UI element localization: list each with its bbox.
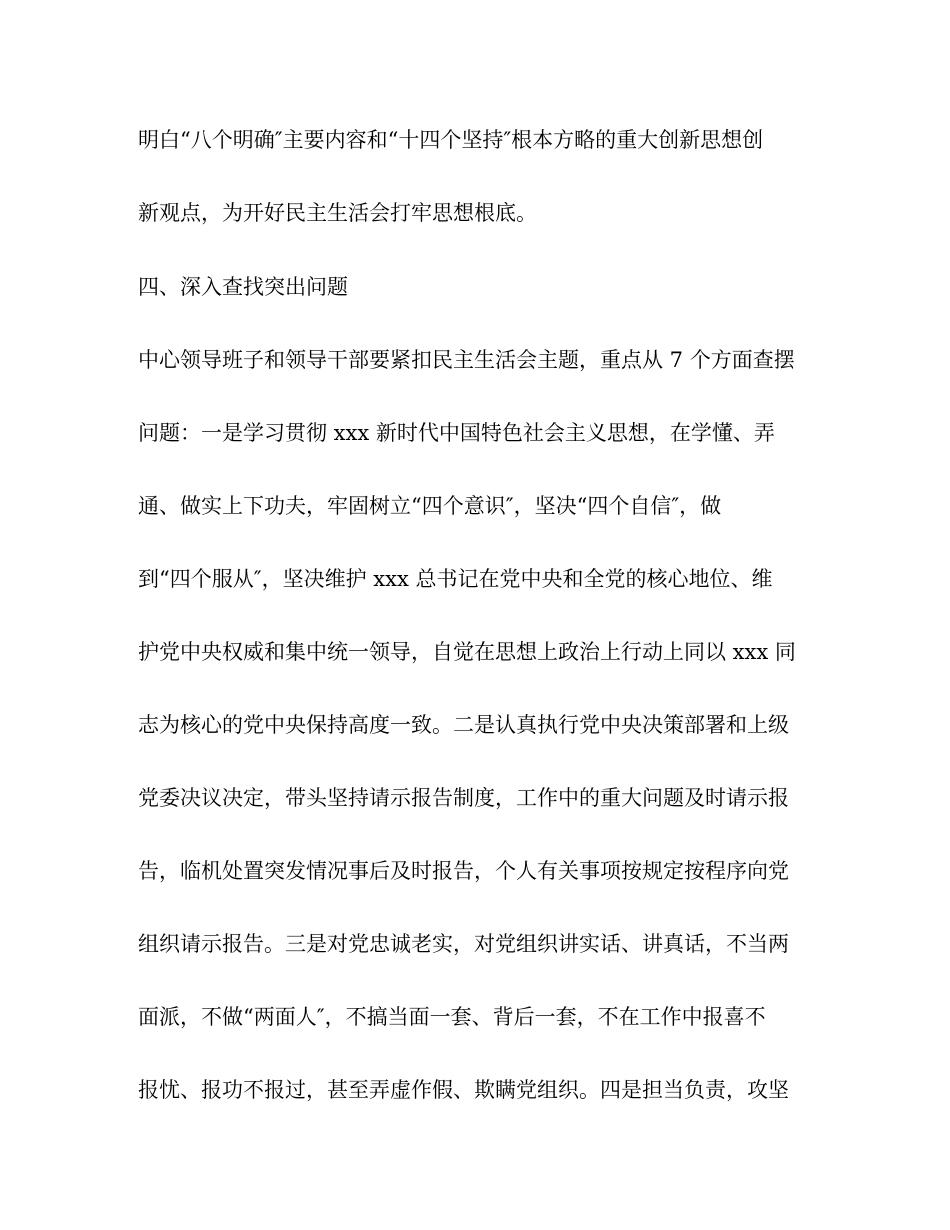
- paragraph-line-5: 通、做实上下功夫，牢固树立“四个意识″，坚决“四个自信″，做: [138, 494, 722, 518]
- paragraph-line-2: 新观点，为开好民主生活会打牢思想根底。: [138, 201, 537, 225]
- paragraph-line-6: 到“四个服从″，坚决维护 xxx 总书记在党中央和全党的核心地位、维: [138, 567, 773, 591]
- paragraph-line-11: 组织请示报告。三是对党忠诚老实，对党组织讲实话、讲真话，不当两: [138, 932, 789, 956]
- paragraph-line-12: 面派，不做“两面人″，不搞当面一套、背后一套，不在工作中报喜不: [138, 1005, 766, 1029]
- paragraph-line-10: 告，临机处置突发情况事后及时报告，个人有关事项按规定按程序向党: [138, 859, 789, 883]
- section-heading: 四、深入查找突出问题: [138, 275, 348, 299]
- paragraph-line-4: 问题：一是学习贯彻 xxx 新时代中国特色社会主义思想，在学懂、弄: [138, 421, 775, 445]
- paragraph-line-13: 报忧、报功不报过，甚至弄虚作假、欺瞒党组织。四是担当负责，攻坚: [138, 1078, 789, 1102]
- paragraph-line-1: 明白“八个明确″主要内容和“十四个坚持″根本方略的重大创新思想创: [138, 128, 764, 152]
- paragraph-line-9: 党委决议决定，带头坚持请示报告制度，工作中的重大问题及时请示报: [138, 786, 789, 810]
- paragraph-line-3: 中心领导班子和领导干部要紧扣民主生活会主题，重点从 7 个方面查摆: [138, 348, 795, 372]
- paragraph-line-8: 志为核心的党中央保持高度一致。二是认真执行党中央决策部署和上级: [138, 713, 789, 737]
- paragraph-line-7: 护党中央权威和集中统一领导，自觉在思想上政治上行动上同以 xxx 同: [138, 640, 796, 664]
